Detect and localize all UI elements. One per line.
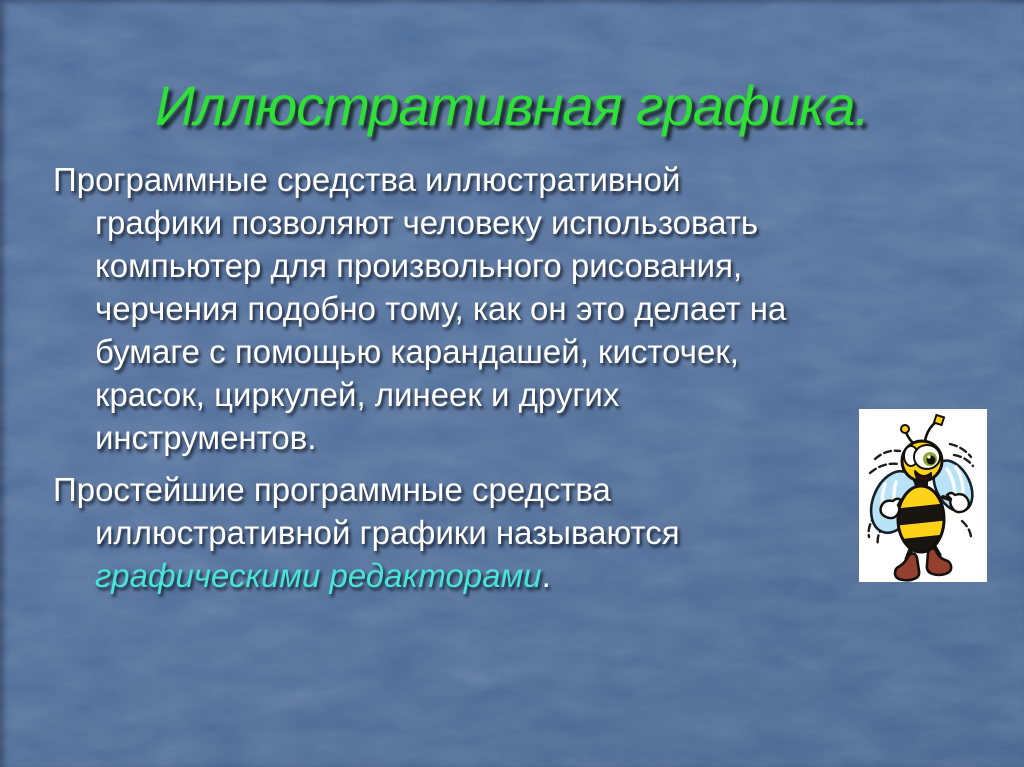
bee-icon xyxy=(859,409,987,582)
slide-title: Иллюстративная графика. xyxy=(154,74,870,137)
paragraph-2 xyxy=(53,468,953,597)
text-line: Простейшие программные средства xyxy=(53,471,611,508)
text-line: красок, циркулей, линеек и других xyxy=(95,376,620,413)
emphasis-text: графическими редакторами xyxy=(95,557,542,594)
text-line xyxy=(53,554,953,597)
bee-clipart-image xyxy=(859,409,987,582)
body-text-block xyxy=(53,158,953,597)
text-line: Программные средства иллюстративной xyxy=(53,161,681,198)
text-line: компьютер для произвольного рисования, xyxy=(95,247,743,284)
text-line: инструментов. xyxy=(95,419,317,456)
paragraph-1 xyxy=(53,158,953,459)
text-line: иллюстративной графики называются xyxy=(95,514,680,551)
text-line: бумаге с помощью карандашей, кисточек, xyxy=(95,333,739,370)
sentence-period: . xyxy=(541,557,551,594)
text-line: графики позволяют человеку использовать xyxy=(95,204,759,241)
text-line: черчения подобно тому, как он это делает на xyxy=(95,290,787,327)
